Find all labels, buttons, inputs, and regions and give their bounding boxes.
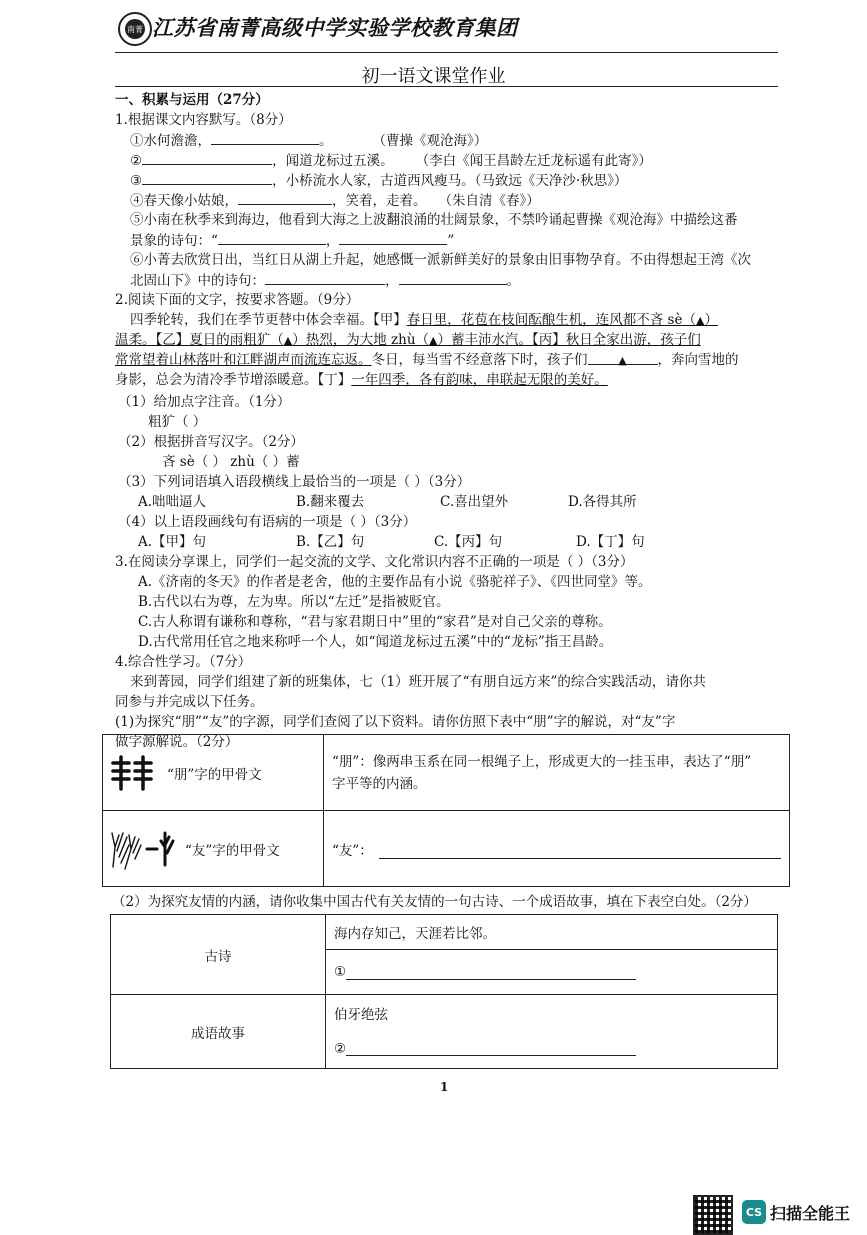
- peng-explanation-2: 字平等的内涵。: [332, 775, 427, 792]
- answer-blank[interactable]: [399, 270, 507, 285]
- q1-line8-comma: ，: [385, 273, 399, 289]
- page-title: 初一语文课堂作业: [361, 66, 506, 87]
- q2-underlined-text: 【乙】夏日的雨粗犷（: [155, 332, 284, 348]
- q2-sub1: （1）给加点字注音。（1分）: [118, 394, 291, 410]
- q4-stem: 4.综合性学习。（7分）: [115, 654, 252, 670]
- poem-given: 海内存知己，天涯若比邻。: [326, 915, 777, 950]
- camscanner-logo: CS: [742, 1200, 766, 1224]
- q2-text: 冬日，每当雪不经意落下时，孩子们: [371, 352, 588, 368]
- qr-code-icon: [693, 1195, 733, 1235]
- q1-line8-text: 北固山下》中的诗句：: [130, 273, 265, 289]
- school-name: 江苏省南菁高级中学实验学校教育集团: [152, 15, 518, 40]
- q2-sub4-option-b[interactable]: B.【乙】句: [296, 534, 365, 550]
- q2-sub2-answer: 吝 sè（ ） zhù（ ）蓄: [162, 454, 300, 470]
- q1-line3-text: ，小桥流水人家，古道西风瘦马。（马致远《天净沙·秋思》）: [272, 173, 628, 189]
- q1-line3-num: ③: [130, 173, 143, 189]
- q2-text: 身影，总会为清冷季节增添暖意。【丁】: [115, 372, 352, 388]
- q1-line2-source: （李白《闻王昌龄左迁龙标遥有此寄》）: [415, 153, 652, 169]
- q1-line8-end: 。: [506, 273, 520, 289]
- table-row: [103, 811, 790, 887]
- q3-stem: 3.在阅读分享课上，同学们一起交流的文学、文化常识内容不正确的一项是（ ）（3分）: [115, 554, 634, 570]
- page-number: 1: [440, 1080, 449, 1094]
- q1-line2-text: ，闻道龙标过五溪。: [272, 153, 394, 169]
- idiom-answer-row: [326, 1030, 777, 1068]
- q2-para-line3: [115, 350, 739, 370]
- answer-blank[interactable]: [588, 350, 658, 365]
- q2-underlined-text: ）: [704, 312, 718, 328]
- q1-line6-text: 景象的诗句：“: [130, 233, 218, 249]
- q3-option-b[interactable]: B.古代以右为尊，左为卑。所以“左迁”是指被贬官。: [138, 594, 450, 610]
- q1-line2-num: ②: [130, 153, 143, 169]
- q4-task1-b: 做字源解说。（2分）: [115, 734, 239, 750]
- q2-sub4: （4）以上语段画线句有语病的一项是（ ）（3分）: [118, 514, 417, 530]
- you-label: “友”字的甲骨文: [185, 842, 280, 859]
- idiom-cell: [326, 995, 778, 1069]
- answer-blank[interactable]: [346, 965, 636, 980]
- q2-underlined-text: 常常望着山林落叶和江畔湖声而流连忘返。: [115, 352, 372, 368]
- answer-blank[interactable]: [142, 170, 272, 185]
- q2-sub4-option-a[interactable]: A.【甲】句: [138, 534, 207, 550]
- peng-explanation-cell: [324, 735, 790, 811]
- q2-sub3-option-b[interactable]: B.翻来覆去: [296, 494, 365, 510]
- q2-underlined-text: 春日里，花苞在枝间酝酿生机，连风都不吝 sè（: [406, 312, 696, 328]
- q4-intro-2: 同参与并完成以下任务。: [115, 694, 264, 710]
- idiom-blank-num: ②: [334, 1040, 347, 1057]
- answer-blank[interactable]: [379, 844, 781, 859]
- q4-intro-1: 来到菁园，同学们组建了新的班集体，七（1）班开展了“有朋自远方来”的综合实践活动，请你共: [130, 674, 706, 690]
- q2-underlined-text: 【丙】秋日全家出游，孩子们: [531, 332, 701, 348]
- q1-line6: [130, 230, 454, 251]
- q2-underlined-text: ）蓄丰沛水汽。: [437, 332, 532, 348]
- idiom-label: 成语故事: [111, 995, 326, 1069]
- poem-cell: [326, 915, 778, 995]
- blank-marker: ▲: [695, 314, 705, 327]
- q2-sub3-option-d[interactable]: D.各得其所: [568, 494, 637, 510]
- q2-underlined-text: 温柔。: [115, 332, 156, 348]
- answer-blank[interactable]: [218, 230, 326, 245]
- q1-line8: [130, 270, 520, 291]
- q2-para-line1: [130, 310, 718, 331]
- answer-blank[interactable]: [142, 150, 272, 165]
- school-logo-text: 南菁: [125, 19, 145, 39]
- q1-line1-end: 。: [319, 133, 333, 149]
- answer-blank[interactable]: [211, 130, 319, 145]
- poem-blank-num: ①: [334, 964, 347, 980]
- camscanner-name: 扫描全能王: [770, 1204, 851, 1223]
- answer-blank[interactable]: [265, 270, 385, 285]
- q2-text: ，奔向雪地的: [657, 352, 739, 368]
- header-rule: [115, 52, 778, 53]
- you-explanation-cell: [324, 811, 790, 887]
- blank-marker: ▲: [283, 334, 293, 347]
- q3-option-c[interactable]: C.古人称谓有谦称和尊称，“君与家君期日中”里的“家君”是对自己父亲的尊称。: [138, 614, 612, 630]
- blank-marker: ▲: [618, 354, 627, 367]
- q1-line7: ⑥小菁去欣赏日出，当红日从湖上升起，她感慨一派新鲜美好的景象由旧事物孕育。不由得想起王湾《次: [130, 252, 751, 268]
- q2-sub4-option-d[interactable]: D.【丁】句: [576, 534, 645, 550]
- you-label-cell: [103, 811, 324, 887]
- q2-sub3-option-c[interactable]: C.喜出望外: [440, 494, 509, 510]
- answer-blank[interactable]: [238, 190, 332, 205]
- peng-label-cell: [103, 735, 324, 811]
- q1-line2: [130, 150, 652, 171]
- q2-underlined-text: 一年四季，各有韵味，串联起无限的美好。: [351, 372, 608, 388]
- q2-sub2: （2）根据拼音写汉字。（2分）: [118, 434, 304, 450]
- peng-label: “朋”字的甲骨文: [167, 766, 262, 783]
- poem-answer-row: [326, 950, 777, 994]
- table-row: [111, 995, 778, 1069]
- q2-sub3-option-a[interactable]: A.咄咄逼人: [138, 494, 207, 510]
- q1-line3: [130, 170, 627, 191]
- q1-line4-text: ④春天像小姑娘，: [130, 193, 238, 209]
- peng-oracle-icon: [109, 753, 155, 793]
- q1-line5: ⑤小南在秋季来到海边，他看到大海之上波翻浪涌的壮阔景象，不禁吟诵起曹操《观沧海》中描绘这番: [130, 212, 738, 228]
- you-explanation-prefix: “友”：: [332, 842, 373, 859]
- blank-marker: ▲: [429, 334, 438, 347]
- q2-sub4-option-c[interactable]: C.【丙】句: [434, 534, 503, 550]
- title-rule: [115, 86, 778, 87]
- q1-line1-source: （曹操《观沧海》）: [372, 133, 488, 149]
- peng-explanation-1: “朋”：像两串玉系在同一根绳子上，形成更大的一挂玉串，表达了“朋”: [332, 753, 752, 770]
- q1-stem: 1.根据课文内容默写。（8分）: [115, 112, 292, 128]
- q1-line6-end: ”: [447, 233, 455, 249]
- school-logo: [118, 12, 152, 46]
- q2-underlined-text: ）热烈，为大地 zhù（: [292, 332, 430, 348]
- q1-line1-text: ①水何澹澹，: [130, 133, 211, 149]
- etymology-table: [102, 734, 790, 887]
- q2-para-line2: [115, 330, 701, 351]
- q3-option-d[interactable]: D.古代常用任官之地来称呼一个人，如“闻道龙标过五溪”中的“龙标”指王昌龄。: [138, 634, 613, 650]
- q2-text: 四季轮转，我们在季节更替中体会幸福。【甲】: [130, 312, 407, 328]
- poem-label: 古诗: [111, 915, 326, 995]
- q3-option-a[interactable]: A.《济南的冬天》的作者是老舍，他的主要作品有小说《骆驼祥子》、《四世同堂》等。: [138, 574, 652, 590]
- table-row: [103, 735, 790, 811]
- q1-line4-text2: ，笑着，走着。: [332, 193, 427, 209]
- answer-blank[interactable]: [339, 230, 447, 245]
- answer-blank[interactable]: [346, 1041, 636, 1056]
- q2-sub1-answer: 粗犷（ ）: [148, 414, 207, 430]
- q4-task2: （2）为探究友情的内涵，请你收集中国古代有关友情的一句古诗、一个成语故事，填在下表空白处。（2分）: [112, 894, 757, 910]
- q4-task1-a: (1)为探究“朋”“友”的字源，同学们查阅了以下资料。请你仿照下表中“朋”字的解说，对“友”字: [115, 714, 676, 730]
- q1-line4-source: （朱自清《春》）: [438, 193, 540, 209]
- q1-line1: [130, 130, 487, 151]
- q2-stem: 2.阅读下面的文字，按要求答题。（9分）: [115, 292, 360, 308]
- q2-para-line4: [115, 370, 608, 390]
- q2-sub3: （3）下列词语填入语段横线上最恰当的一项是（ ）（3分）: [118, 474, 471, 490]
- you-oracle-icon: [107, 827, 179, 871]
- idiom-given: 伯牙绝弦: [334, 1006, 388, 1023]
- friendship-table: [110, 914, 778, 1069]
- section-heading: 一、积累与运用（27分）: [115, 92, 269, 108]
- q1-line4: [130, 190, 540, 211]
- q1-line6-comma: ，: [325, 233, 340, 249]
- table-row: [111, 915, 778, 995]
